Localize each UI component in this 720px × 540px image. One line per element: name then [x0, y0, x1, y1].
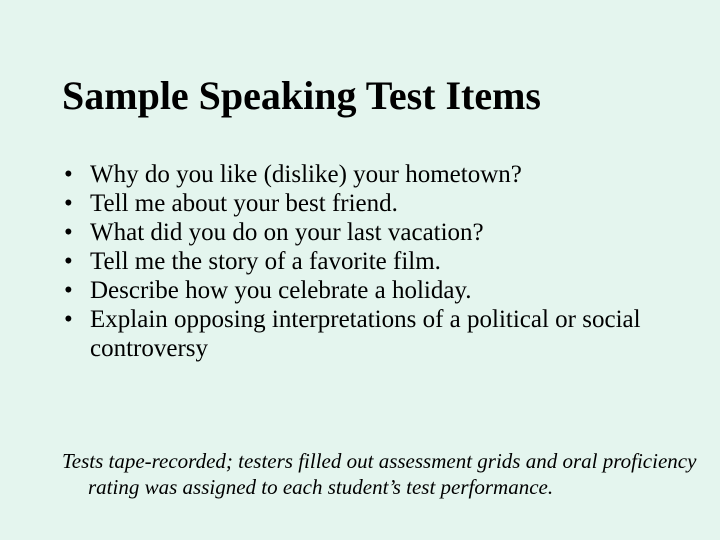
- bullet-icon: •: [64, 277, 73, 304]
- bullet-icon: •: [64, 190, 73, 217]
- bullet-icon: •: [64, 219, 73, 246]
- list-item-text: Tell me the story of a favorite film.: [90, 248, 441, 275]
- test-items-list: [64, 160, 684, 363]
- bullet-icon: •: [64, 161, 73, 188]
- bullet-icon: •: [64, 306, 73, 333]
- list-item: [64, 276, 684, 305]
- slide-note: Tests tape-recorded; testers filled out assessment grids and oral proficiency rating was assigned to each student’s test performance.: [62, 449, 697, 499]
- list-item-text: Explain opposing interpretations of a political or social controversy: [90, 306, 641, 362]
- list-item: [64, 305, 684, 363]
- list-item-text: Describe how you celebrate a holiday.: [90, 277, 472, 304]
- list-item-text: Tell me about your best friend.: [90, 190, 398, 217]
- list-item: [64, 189, 684, 218]
- list-item: [64, 247, 684, 276]
- list-item-text: Why do you like (dislike) your hometown?: [90, 161, 522, 188]
- list-item: [64, 218, 684, 247]
- list-item-text: What did you do on your last vacation?: [90, 219, 484, 246]
- slide-title: Sample Speaking Test Items: [62, 73, 541, 118]
- list-item: [64, 160, 684, 189]
- bullet-icon: •: [64, 248, 73, 275]
